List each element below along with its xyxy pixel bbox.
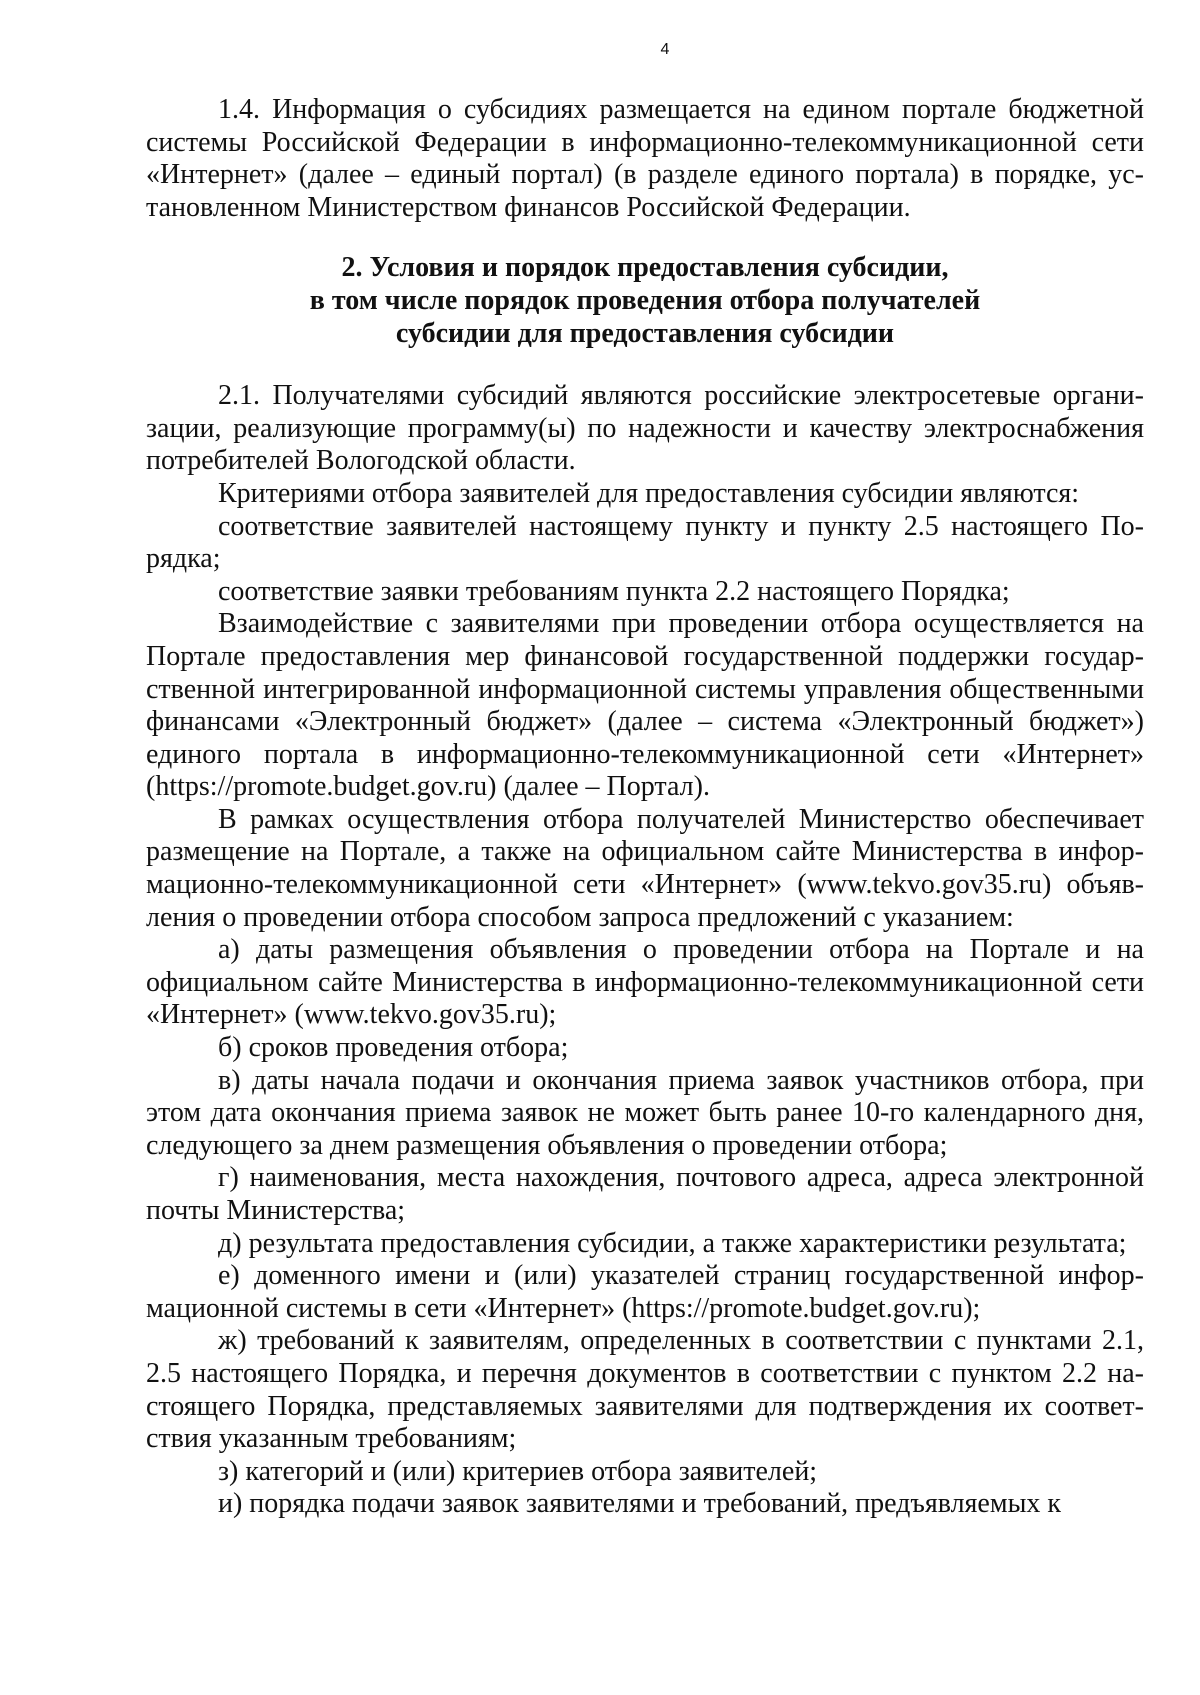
list-item-a: а) даты размещения объявления о проведении отбора на Портале и на официальном сайте Министерства в информационно-телекоммуникационной сети «Интернет» (www.tekvo.gov35.ru);: [146, 934, 1144, 1031]
page-number: 4: [660, 41, 670, 58]
document-page: [146, 40, 1144, 1521]
list-item-e: е) доменного имени и (или) указателей страниц государственной информационной системы в сети «Интернет» (https://promote.budget.gov.ru);: [146, 1260, 1144, 1324]
paragraph-1-4: 1.4. Информация о субсидиях размещается на едином портале бюджетной системы Российской Федерации в информационно-телекоммуникационной сети «Интернет» (далее – единый портал) (в разделе единого портала) в порядке, установленном Министерством финансов Российской Федерации.: [146, 94, 1144, 223]
list-item-v: в) даты начала подачи и окончания приема заявок участников отбора, при этом дата окончания приема заявок не может быть ранее 10-го календарного дня, следующего за днем размещения объявления о проведении отбора;: [146, 1064, 1144, 1161]
section-heading: [146, 252, 1144, 350]
list-item-d: д) результата предоставления субсидии, а также характеристики результата;: [218, 1227, 1127, 1259]
section-heading-line-1: 2. Условия и порядок предоставления субсидии,: [341, 252, 949, 284]
list-item-i: и) порядка подачи заявок заявителями и требований, предъявляемых к: [218, 1488, 1061, 1520]
section-heading-line-2: в том числе порядок проведения отбора получателей: [309, 284, 981, 316]
list-item-b: б) сроков проведения отбора;: [218, 1032, 569, 1064]
paragraph-interaction: Взаимодействие с заявителями при проведении отбора осуществляется на Портале предоставления мер финансовой государственной поддержки государственной интегрированной информационной системы управления общественными финансами «Электронный бюджет» (далее – система «Электронный бюджет») единого портала в информационно-телекоммуникационной сети «Интернет» (https://promote.budget.gov.ru) (далее – Портал).: [146, 608, 1144, 803]
paragraph-2-1: 2.1. Получателями субсидий являются российские электросетевые организации, реализующие программу(ы) по надежности и качеству электроснабжения потребителей Вологодской области.: [146, 380, 1144, 477]
list-item-zh: ж) требований к заявителям, определенных в соответствии с пунктами 2.1, 2.5 настоящего Порядка, и перечня документов в соответствии с пунктом 2.2 настоящего Порядка, представляемых заявителями для подтверждения их соответствия указанным требованиям;: [146, 1325, 1144, 1455]
paragraph-criteria-2: соответствие заявки требованиям пункта 2.2 настоящего Порядка;: [218, 575, 1010, 607]
section-heading-line-3: субсидии для предоставления субсидии: [395, 317, 895, 349]
list-item-z: з) категорий и (или) критериев отбора заявителей;: [218, 1455, 818, 1487]
paragraph-criteria-1: соответствие заявителей настоящему пункту и пункту 2.5 настоящего Порядка;: [146, 510, 1144, 575]
paragraph-announcement: В рамках осуществления отбора получателей Министерство обеспечивает размещение на Портале, а также на официальном сайте Министерства в информационно-телекоммуникационной сети «Интернет» (www.tekvo.gov35.ru) объявления о проведении отбора способом запроса предложений с указанием:: [146, 803, 1144, 933]
list-item-g: г) наименования, места нахождения, почтового адреса, адреса электронной почты Министерства;: [146, 1162, 1144, 1226]
paragraph-criteria-intro: Критериями отбора заявителей для предоставления субсидии являются:: [218, 477, 1080, 509]
